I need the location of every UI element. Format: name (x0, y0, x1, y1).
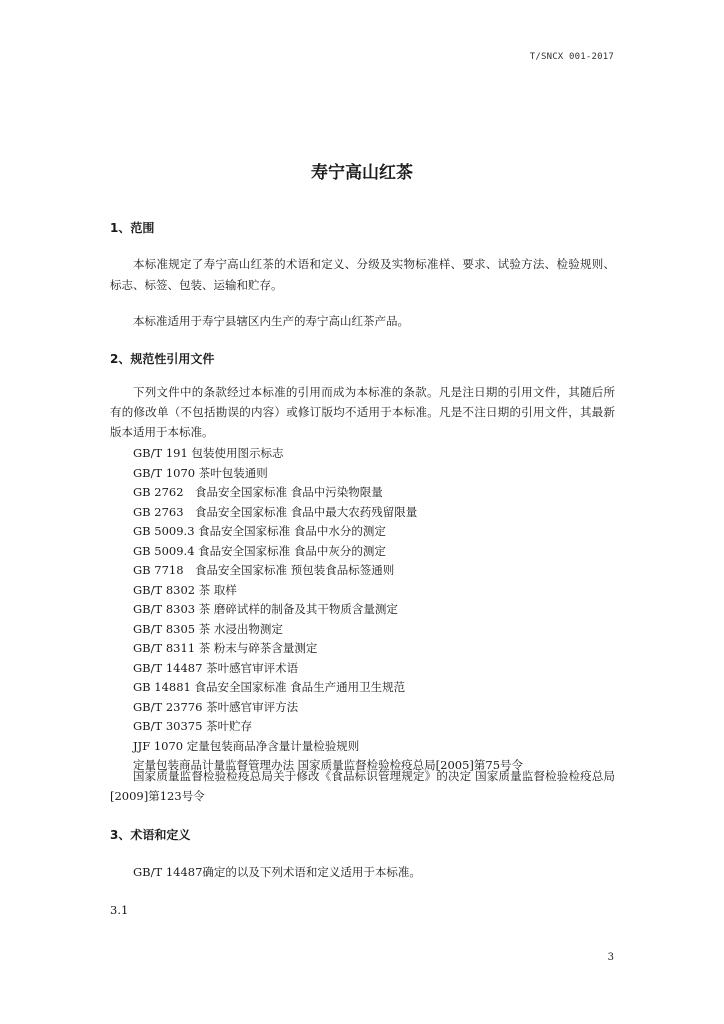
list-item: GB/T 14487 茶叶感官审评术语 (133, 660, 299, 675)
list-item: GB/T 8311 茶 粉末与碎茶含量测定 (133, 641, 318, 655)
scope-paragraph-2: 本标准适用于寿宁县辖区内生产的寿宁高山红茶产品。 (133, 314, 409, 328)
list-item: GB 14881 食品安全国家标准 食品生产通用卫生规范 (133, 680, 406, 694)
references-intro: 下列文件中的条款经过本标准的引用而成为本标准的条款。凡是注日期的引用文件，其随后所有的修改单（不包括勘误的内容）或修订版均不适用于本标准。凡是不注日期的引用文件，其最新版本适用于本标准。 (110, 385, 615, 439)
reference-item-last: 国家质量监督检验检疫总局关于修改《食品标识管理规定》的决定 国家质量监督检验检疫总局[2009]第123号令 (110, 769, 615, 803)
list-item: JJF 1070 定量包装商品净含量计量检验规则 (133, 738, 360, 753)
terms-paragraph: GB/T 14487确定的以及下列术语和定义适用于本标准。 (133, 865, 421, 879)
list-item: GB 2762 食品安全国家标准 食品中污染物限量 (133, 485, 383, 499)
list-item: GB/T 191 包装使用图示标志 (133, 446, 284, 460)
list-item: GB/T 8303 茶 磨碎试样的制备及其干物质含量测定 (133, 602, 398, 616)
section-heading-terms: 3、术语和定义 (110, 828, 191, 842)
list-item: GB 5009.3 食品安全国家标准 食品中水分的测定 (133, 524, 386, 538)
list-item: GB/T 23776 茶叶感官审评方法 (133, 699, 299, 714)
list-item: GB/T 8302 茶 取样 (133, 582, 237, 597)
document-title: 寿宁高山红茶 (311, 163, 413, 183)
list-item: GB/T 8305 茶 水浸出物测定 (133, 621, 283, 636)
scope-paragraph-1: 本标准规定了寿宁高山红茶的术语和定义、分级及实物标准样、要求、试验方法、检验规则、标志、标签、包装、运输和贮存。 (110, 257, 615, 292)
clause-number: 3.1 (110, 903, 129, 917)
page-number: 3 (607, 952, 614, 963)
section-heading-references: 2、规范性引用文件 (110, 352, 215, 366)
list-item: GB 2763 食品安全国家标准 食品中最大农药残留限量 (133, 504, 418, 519)
list-item: GB/T 1070 茶叶包装通则 (133, 465, 268, 480)
list-item: 定量包装商品计量监督管理办法 国家质量监督检验检疫总局[2005]第75号令 (133, 758, 524, 772)
standard-code: T/SNCX 001-2017 (529, 52, 614, 62)
list-item: GB 5009.4 食品安全国家标准 食品中灰分的测定 (133, 543, 386, 558)
reference-list (133, 444, 613, 776)
list-item: GB 7718 食品安全国家标准 预包装食品标签通则 (133, 563, 395, 577)
section-heading-scope: 1、范围 (110, 221, 155, 235)
list-item: GB/T 30375 茶叶贮存 (133, 719, 253, 733)
